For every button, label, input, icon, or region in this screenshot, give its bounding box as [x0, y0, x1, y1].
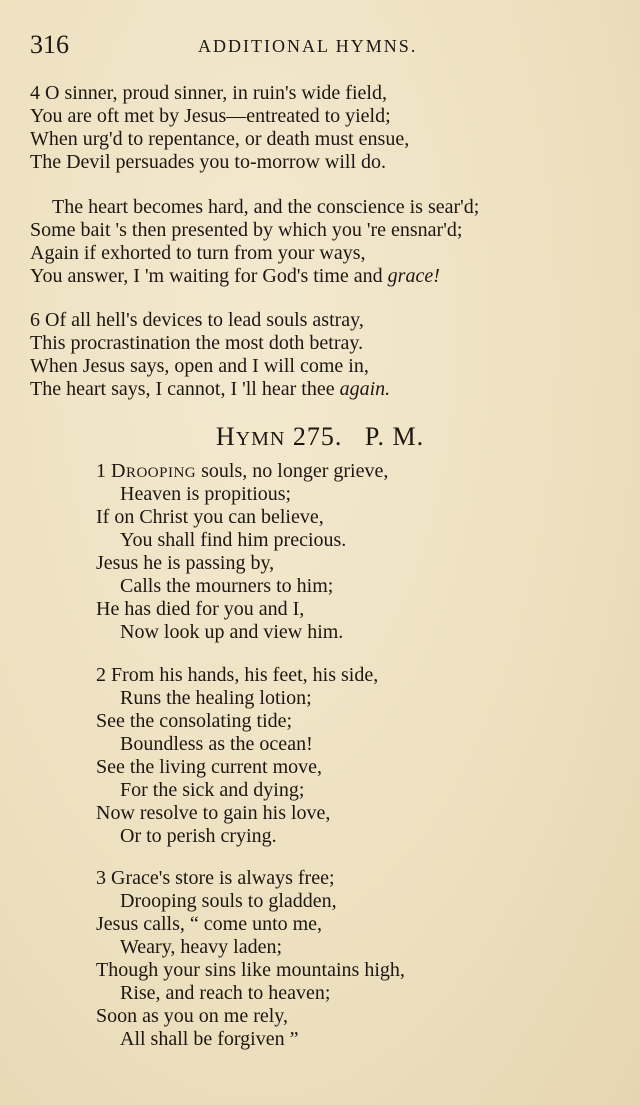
prev-stanza-5	[30, 196, 630, 288]
verse-text: From his hands, his feet, his side,	[111, 664, 379, 686]
italic-word: again.	[339, 378, 391, 400]
verse-line: For the sick and dying;	[120, 779, 305, 801]
verse-line: Rise, and reach to heaven;	[120, 982, 331, 1004]
verse-line: Heaven is propitious;	[120, 483, 292, 505]
verse-line: The heart becomes hard, and the conscience is sear'd;	[52, 196, 480, 218]
verse-line: Now look up and view him.	[120, 621, 344, 643]
verse-line: Jesus calls, “ come unto me,	[96, 913, 323, 935]
verse-line: Calls the mourners to him;	[120, 575, 334, 597]
verse-text: You answer, I 'm waiting for God's time and	[30, 265, 388, 287]
verse-line: Now resolve to gain his love,	[96, 802, 331, 824]
prev-stanza-4	[30, 82, 630, 174]
verse-line	[96, 460, 616, 483]
verse-line	[30, 265, 630, 288]
page-number: 316	[30, 30, 69, 59]
verse-line: You are oft met by Jesus—entreated to yield;	[30, 105, 391, 127]
verse-line: When urg'd to repentance, or death must ensue,	[30, 128, 410, 150]
running-title: ADDITIONAL HYMNS.	[198, 36, 418, 56]
hymn-stanza-1	[96, 460, 616, 644]
verse-line: Jesus he is passing by,	[96, 552, 275, 574]
verse-line: Again if exhorted to turn from your ways,	[30, 242, 366, 264]
verse-line	[30, 378, 630, 401]
verse-line: The Devil persuades you to-morrow will do.	[30, 151, 387, 173]
verse-line: See the living current move,	[96, 756, 323, 778]
verse-line: 4 O sinner, proud sinner, in ruin's wide field,	[30, 82, 387, 104]
hymn-meter: P. M.	[364, 422, 425, 451]
verse-line: All shall be forgiven ”	[120, 1028, 299, 1050]
first-word: DROOPING	[111, 460, 197, 482]
verse-line: Though your sins like mountains high,	[96, 959, 405, 981]
stanza-number: 2	[96, 664, 106, 686]
stanza-number: 3	[96, 867, 106, 889]
verse-line: Runs the healing lotion;	[120, 687, 312, 709]
verse-line: If on Christ you can believe,	[96, 506, 324, 528]
verse-text: souls, no longer grieve,	[196, 460, 389, 482]
verse-line: When Jesus says, open and I will come in,	[30, 355, 369, 377]
verse-line: Boundless as the ocean!	[120, 733, 313, 755]
verse-line: Soon as you on me rely,	[96, 1005, 289, 1027]
prev-stanza-6	[30, 309, 630, 401]
hymn-title	[0, 422, 640, 452]
hymn-number: 275.	[292, 422, 343, 451]
hymn-stanza-3	[96, 867, 616, 1051]
verse-line	[96, 867, 616, 890]
verse-line	[96, 664, 616, 687]
hymn-word: HYMN	[215, 422, 286, 451]
hymn-stanza-2	[96, 664, 616, 848]
stanza-number: 1	[96, 460, 106, 482]
verse-line: Some bait 's then presented by which you 're ensnar'd;	[30, 219, 463, 241]
verse-text: The heart says, I cannot, I 'll hear thee	[30, 378, 340, 400]
verse-text: Grace's store is always free;	[111, 867, 335, 889]
italic-word: grace!	[387, 265, 440, 287]
verse-line: This procrastination the most doth betray.	[30, 332, 364, 354]
verse-line: Drooping souls to gladden,	[120, 890, 337, 912]
verse-line: See the consolating tide;	[96, 710, 293, 732]
verse-line: He has died for you and I,	[96, 598, 305, 620]
verse-line: Weary, heavy laden;	[120, 936, 283, 958]
page-header	[30, 30, 590, 60]
verse-line: Or to perish crying.	[120, 825, 277, 847]
verse-line: You shall find him precious.	[120, 529, 347, 551]
verse-line: 6 Of all hell's devices to lead souls astray,	[30, 309, 364, 331]
